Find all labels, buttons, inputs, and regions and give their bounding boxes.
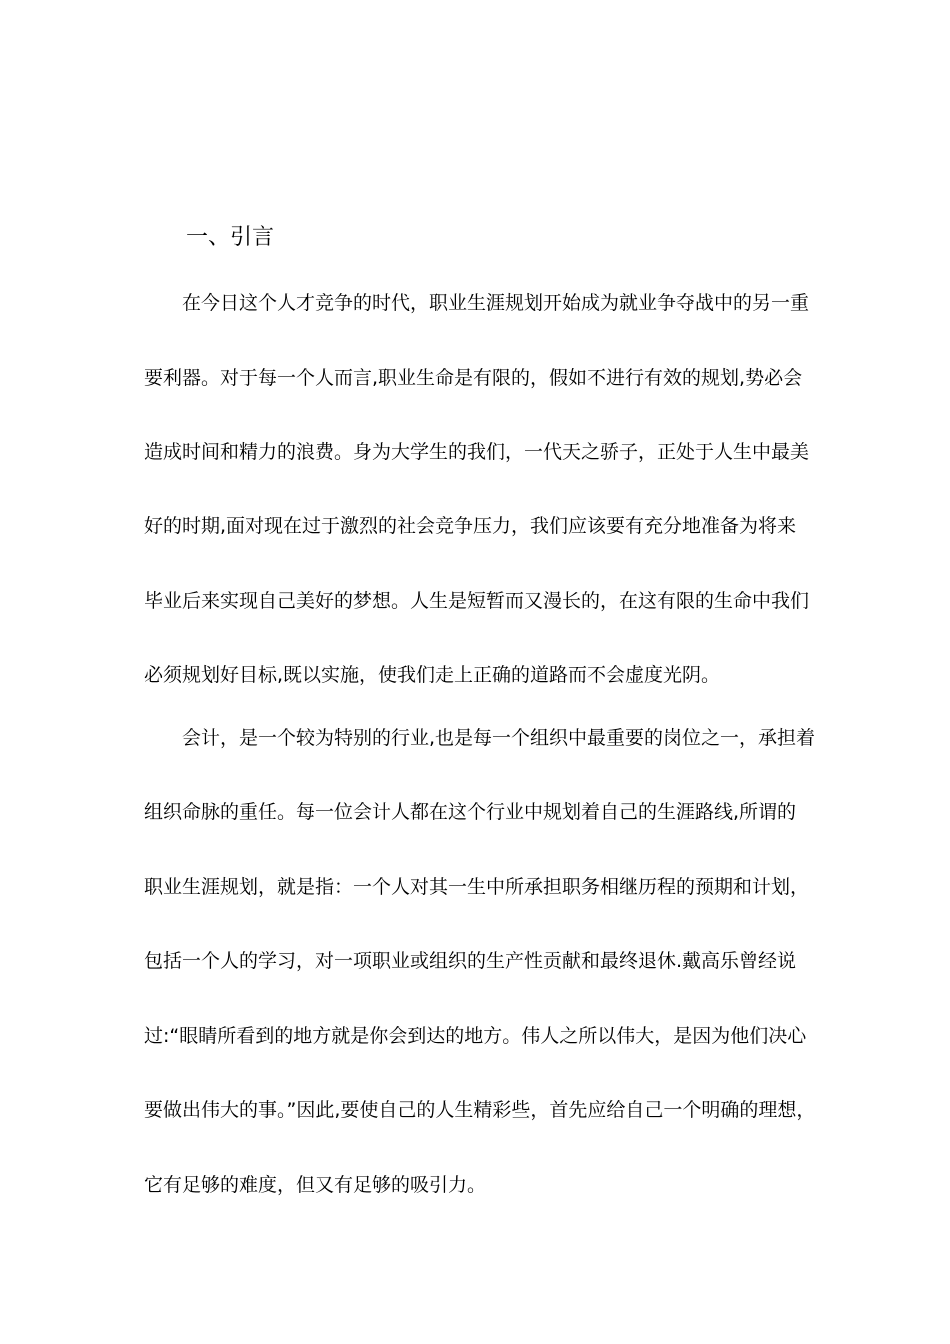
paragraph-1-line-4: 好的时期,面对现在过于激烈的社会竞争压力，我们应该要有充分地准备为将来 [144, 515, 797, 537]
paragraph-1-line-6: 必须规划好目标,既以实施，使我们走上正确的道路而不会虚度光阴。 [144, 664, 721, 686]
paragraph-2-line-3: 职业生涯规划，就是指：一个人对其一生中所承担职务相继历程的预期和计划， [144, 876, 810, 898]
paragraph-1-line-5: 毕业后来实现自己美好的梦想。人生是短暂而又漫长的，在这有限的生命中我们 [144, 590, 810, 612]
paragraph-1-line-3: 造成时间和精力的浪费。身为大学生的我们，一代天之骄子，正处于人生中最美 [144, 441, 810, 463]
paragraph-1-line-2: 要利器。对于每一个人而言,职业生命是有限的，假如不进行有效的规划,势必会 [144, 367, 803, 389]
paragraph-2-line-1: 会计，是一个较为特别的行业,也是每一个组织中最重要的岗位之一，承担着 [182, 727, 816, 749]
section-heading: 一、引言 [186, 225, 275, 250]
paragraph-2-line-6: 要做出伟大的事。”因此,要使自己的人生精彩些，首先应给自己一个明确的理想， [144, 1099, 816, 1121]
paragraph-2-line-4: 包括一个人的学习，对一项职业或组织的生产性贡献和最终退休.戴高乐曾经说 [144, 950, 797, 972]
paragraph-2-line-7: 它有足够的难度，但又有足够的吸引力。 [144, 1174, 487, 1196]
paragraph-2-line-2: 组织命脉的重任。每一位会计人都在这个行业中规划着自己的生涯路线,所谓的 [144, 801, 797, 823]
paragraph-2-line-5: 过:“眼睛所看到的地方就是你会到达的地方。伟人之所以伟大，是因为他们决心 [144, 1025, 807, 1047]
paragraph-1-line-1: 在今日这个人才竞争的时代，职业生涯规划开始成为就业争夺战中的另一重 [182, 292, 810, 314]
